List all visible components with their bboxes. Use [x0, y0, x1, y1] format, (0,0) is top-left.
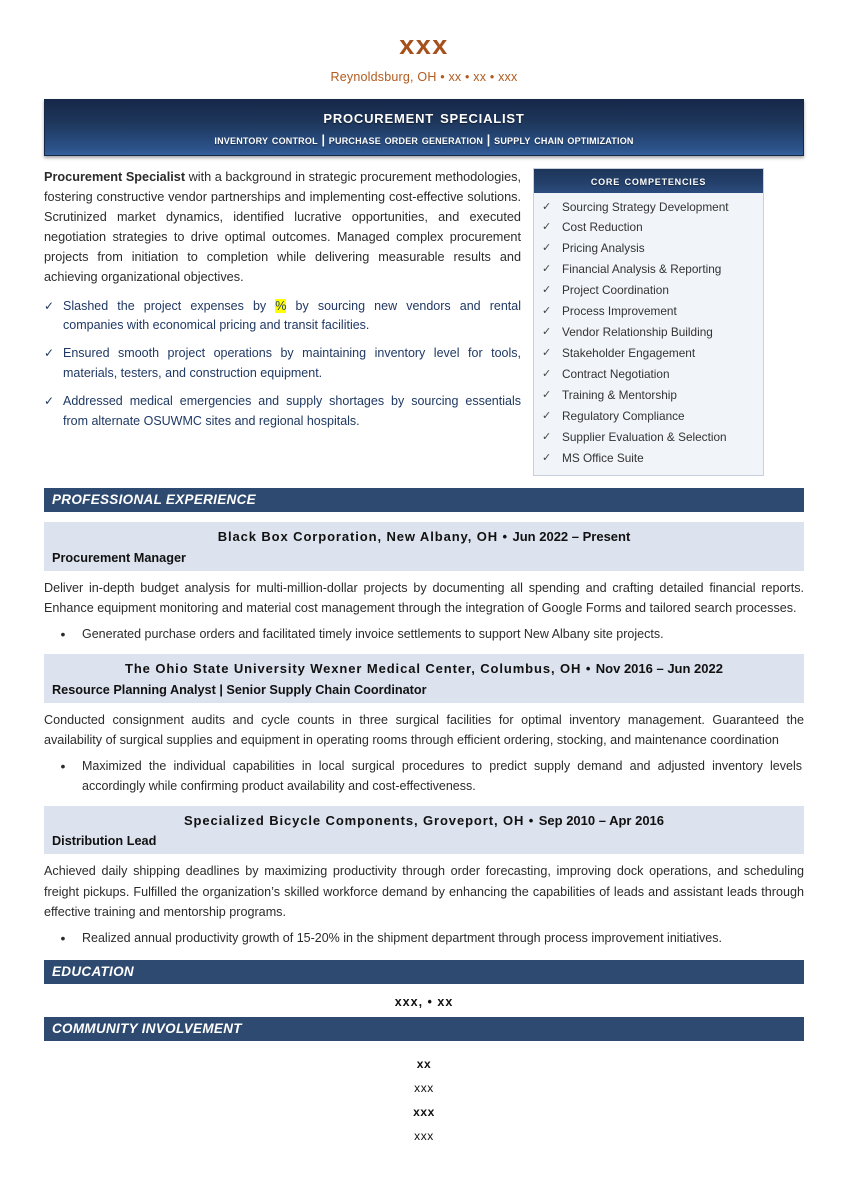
checkmark-icon: ✓: [542, 305, 552, 318]
summary-and-competencies: [44, 168, 804, 476]
job-company-name: The Ohio State University Wexner Medical Center, Columbus, OH •: [125, 661, 596, 677]
community-list: [44, 1041, 804, 1148]
job-bullet: [44, 624, 804, 644]
bullet-dot-icon: •: [60, 929, 66, 946]
checkmark-icon: ✓: [542, 263, 552, 276]
job-bullet-list: [44, 756, 804, 796]
job-dates: Jun 2022 – Present: [512, 529, 631, 545]
community-item: xx: [416, 1057, 432, 1072]
checkmark-icon: ✓: [542, 242, 552, 255]
checkmark-icon: ✓: [542, 326, 552, 339]
competency-item: [534, 364, 763, 385]
job-dates: Sep 2010 – Apr 2016: [538, 812, 665, 828]
competency-label: Stakeholder Engagement: [562, 346, 696, 360]
job-entry: [44, 806, 804, 948]
competency-item: [534, 323, 763, 344]
highlight-list: [44, 297, 521, 431]
competency-item: [534, 239, 763, 260]
bullet-dot-icon: •: [60, 757, 66, 774]
job-company-name: Specialized Bicycle Components, Groveport, OH •: [183, 812, 539, 828]
community-item: xxx: [414, 1081, 434, 1096]
core-competencies-box: [533, 168, 764, 476]
competency-label: Cost Reduction: [562, 220, 643, 235]
contact-line: Reynoldsburg, OH • xx • xx • xxx: [330, 70, 518, 85]
checkmark-icon: ✓: [542, 430, 552, 443]
job-header: [44, 522, 804, 571]
competency-item: [534, 344, 763, 365]
competency-item: [534, 218, 763, 239]
summary-column: [44, 168, 533, 431]
checkmark-icon: ✓: [542, 347, 552, 359]
checkmark-icon: ✓: [542, 367, 552, 380]
competency-label: Financial Analysis & Reporting: [562, 262, 722, 277]
highlight-item: [44, 392, 521, 431]
professional-summary: [44, 168, 521, 288]
education-entry: xxx, • xx: [394, 995, 454, 1010]
job-bullet: [44, 756, 804, 796]
job-header: [44, 806, 804, 855]
job-description: Deliver in-depth budget analysis for multi-million-dollar projects by documenting all spending and crafting detailed financial reports. Enhance equipment monitoring and material cost management through the integration of Google Forms and tailored search processes.: [44, 580, 804, 615]
competency-label: Project Coordination: [562, 283, 669, 298]
competency-label: Vendor Relationship Building: [562, 325, 713, 340]
competency-item: [534, 448, 763, 469]
job-description: Conducted consignment audits and cycle counts in three surgical facilities for optimal inventory management. Guaranteed the availability of surgical supplies and equipment in operating rooms through efficient ordering, stocking, and maintenance coordination: [44, 712, 804, 747]
community-item: xxx: [413, 1105, 435, 1120]
job-company-line: [52, 527, 796, 547]
checkmark-icon: ✓: [44, 346, 55, 361]
competency-item: [534, 427, 763, 448]
highlight-text-post: by sourcing new vendors and rental companies with economical pricing and transit facilities.: [63, 298, 522, 333]
highlight-text: [63, 297, 521, 336]
job-bullet-list: [44, 928, 804, 948]
job-position-title: Procurement Manager: [52, 550, 186, 565]
checkmark-icon: ✓: [44, 298, 55, 313]
job-company-line: [52, 659, 796, 679]
checkmark-icon: ✓: [542, 200, 552, 213]
highlight-item: [44, 344, 521, 383]
competency-label: Training & Mentorship: [562, 387, 677, 402]
competency-item: [534, 281, 763, 302]
bullet-dot-icon: •: [60, 625, 66, 642]
job-company-name: Black Box Corporation, New Albany, OH •: [217, 529, 513, 545]
job-title-headline: procurement specialist: [323, 107, 525, 129]
job-title-subheadline: inventory control | purchase order generation | supply chain optimization: [214, 132, 634, 147]
highlight-text-pre: Slashed the project expenses by: [63, 298, 276, 313]
competency-item: [534, 385, 763, 406]
job-entry: [44, 522, 804, 644]
job-position-title: Resource Planning Analyst | Senior Supply Chain Coordinator: [52, 682, 427, 697]
competency-item: [534, 260, 763, 281]
checkmark-icon: ✓: [542, 221, 552, 234]
title-banner: [44, 99, 804, 156]
job-dates: Nov 2016 – Jun 2022: [595, 661, 723, 677]
candidate-name: xxx: [399, 30, 449, 60]
job-bullet: [44, 928, 804, 948]
competency-label: Supplier Evaluation & Selection: [562, 429, 727, 444]
section-heading-community: COMMUNITY INVOLVEMENT: [44, 1017, 804, 1041]
job-company-line: [52, 811, 796, 831]
core-competencies-list: [534, 193, 763, 475]
highlight-text: Addressed medical emergencies and supply shortages by sourcing essentials from alternate OSUWMC sites and regional hospitals.: [63, 394, 521, 428]
job-bullet-text: Generated purchase orders and facilitated timely invoice settlements to support New Albany site projects.: [82, 626, 664, 641]
competency-label: Contract Negotiation: [562, 366, 670, 381]
competency-label: Pricing Analysis: [562, 241, 645, 256]
job-bullet-list: [44, 624, 804, 644]
competency-item: [534, 406, 763, 427]
job-entry: [44, 654, 804, 796]
competency-label: MS Office Suite: [562, 450, 644, 465]
highlight-marked-value: %: [275, 298, 287, 313]
job-bullet-text: Realized annual productivity growth of 15-20% in the shipment department through process improvement initiatives.: [82, 930, 722, 945]
job-description: Achieved daily shipping deadlines by maximizing productivity through order forecasting, improving dock operations, and scheduling freight pickups. Fulfilled the organization’s skilled workforce demand by enhancing the capabilities of leads and assistant leads through effective training and mentorship programs.: [44, 864, 804, 919]
competency-item: [534, 197, 763, 218]
core-competencies-heading: core competencies: [534, 169, 763, 193]
checkmark-icon: ✓: [44, 394, 55, 409]
job-bullet-text: Maximized the individual capabilities in local surgical procedures to predict supply demand and adjusted inventory levels accordingly while confirming product availability and cost-effectiveness.: [82, 758, 802, 793]
checkmark-icon: ✓: [542, 409, 552, 422]
highlight-item: [44, 297, 521, 336]
competency-label: Sourcing Strategy Development: [562, 199, 729, 214]
competency-label: Regulatory Compliance: [562, 408, 685, 423]
section-heading-education: EDUCATION: [44, 960, 804, 984]
highlight-text: Ensured smooth project operations by maintaining inventory level for tools, materials, testers, and construction equipment.: [63, 346, 521, 380]
job-header: [44, 654, 804, 703]
competencies-column: [533, 168, 764, 476]
header-name-block: [44, 0, 804, 84]
checkmark-icon: ✓: [542, 451, 552, 464]
section-heading-experience: PROFESSIONAL EXPERIENCE: [44, 488, 804, 512]
competency-label: Process Improvement: [562, 304, 677, 319]
competency-item: [534, 302, 763, 323]
checkmark-icon: ✓: [542, 388, 552, 401]
community-item: xxx: [414, 1129, 434, 1144]
summary-body: with a background in strategic procurement methodologies, fostering constructive vendor partnerships and implementing cost-effective solutions. Scrutinized market dynamics, identified lucrative opportunities, and executed negotiation strategies to drive optimal outcomes. Managed complex procurement projects from initiation to completion while delivering measurable results and achieving organizational objectives.: [44, 170, 521, 284]
job-position-title: Distribution Lead: [52, 834, 157, 849]
summary-lead: Procurement Specialist: [44, 170, 186, 185]
checkmark-icon: ✓: [542, 284, 552, 297]
